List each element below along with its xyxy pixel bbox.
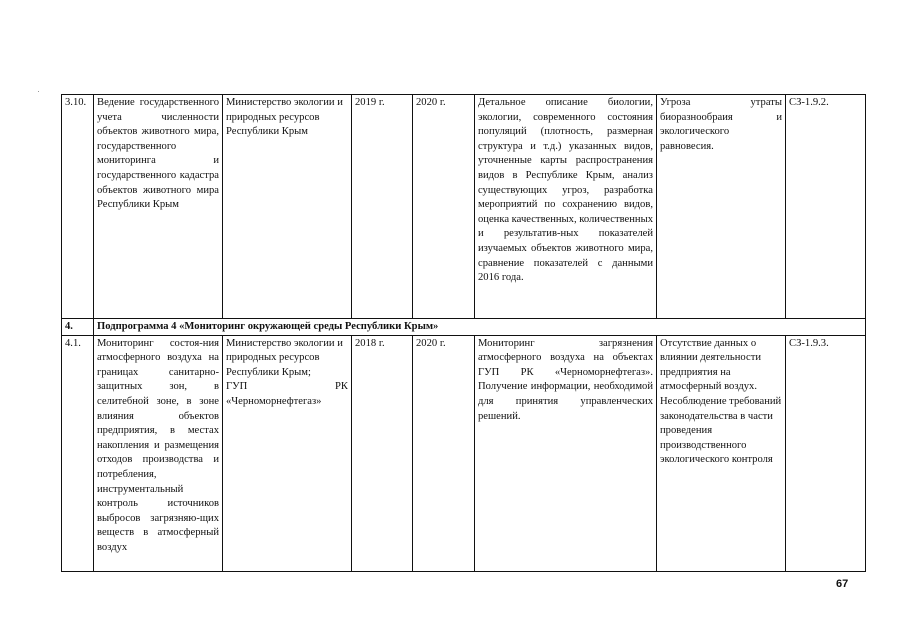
scan-speck <box>38 91 39 92</box>
executor-line: ГУП РК «Черноморнефтегаз» <box>226 381 348 407</box>
table-row <box>62 95 866 319</box>
executor-line: Министерство экологии и природных ресурсов Республики Крым; <box>226 337 343 378</box>
link-code: СЗ-1.9.2. <box>786 95 866 319</box>
section-title: Подпрограмма 4 «Мониторинг окружающей среды Республики Крым» <box>94 319 866 336</box>
section-header-row <box>62 319 866 336</box>
row-number: 4.1. <box>62 335 94 571</box>
end-year: 2020 г. <box>413 95 475 319</box>
start-year: 2018 г. <box>352 335 413 571</box>
row-number: 3.10. <box>62 95 94 319</box>
expected-result: Детальное описание биологии, экологии, современного состояния популяций (плотность, размерная структура и т.д.) указанных видов, уточненные карты распространения видов в Республике Крым, анализ существующих угроз, разработка мероприятий по сохранению видов, оценка качественных, количественных и результатив-ных показателей изучаемых объектов животного мира, сравнение показателей с данными 2016 года. <box>475 95 657 319</box>
consequence: Угроза утраты биоразнообраия и экологического равновесия. <box>657 95 786 319</box>
page-number: 67 <box>836 578 849 590</box>
program-table <box>61 94 866 572</box>
section-number: 4. <box>62 319 94 336</box>
end-year: 2020 г. <box>413 335 475 571</box>
link-code: СЗ-1.9.3. <box>786 335 866 571</box>
expected-result: Мониторинг загрязнения атмосферного воздуха на объектах ГУП РК «Черноморнефтегаз». Получение информации, необходимой для принятия управленческих решений. <box>475 335 657 571</box>
start-year: 2019 г. <box>352 95 413 319</box>
executor: Министерство экологии и природных ресурсов Республики Крым <box>223 95 352 319</box>
activity-name: Ведение государственного учета численности объектов животного мира, государственного мониторинга и государственного кадастра объектов животного мира Республики Крым <box>94 95 223 319</box>
executor <box>223 335 352 571</box>
consequence: Отсутствие данных о влиянии деятельности предприятия на атмосферный воздух. Несоблюдение требований законодательства в части проведения производственного экологического контроля <box>657 335 786 571</box>
activity-name: Мониторинг состоя-ния атмосферного воздуха на границах санитарно-защитных зон, в селитебной зоне, в зоне влияния объектов предприятия, в местах накопления и размещения отходов производства и потребления, инструментальный контроль источников выбросов загрязняю-щих веществ в атмосферный воздух <box>94 335 223 571</box>
table-row <box>62 335 866 571</box>
